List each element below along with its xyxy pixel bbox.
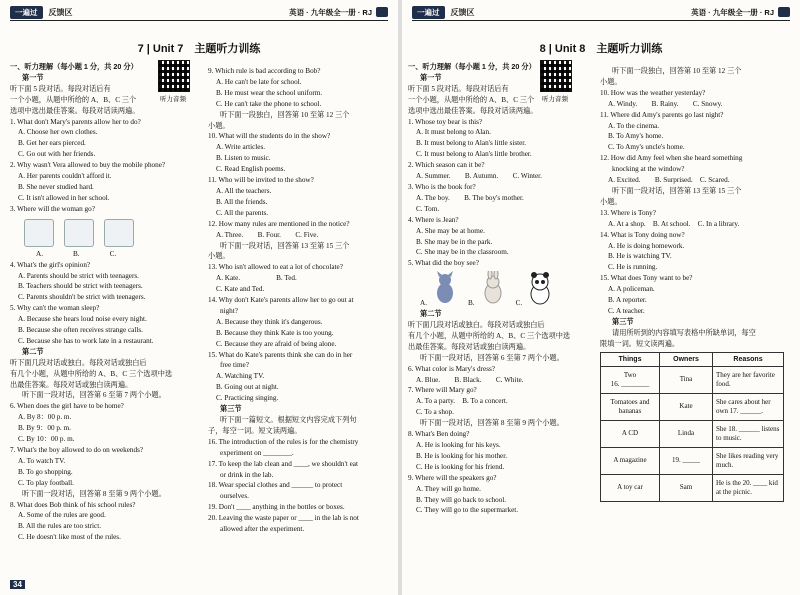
text-line: 请用所听到的内容填写表格中所缺单词，每空 (612, 328, 756, 337)
text-line: 有几个小题，从题中所给的 A、B、C 三个选项中选 (10, 369, 173, 378)
answer-option: A. Three. B. Four. C. Five. (216, 230, 319, 239)
wolf-picture-icon (430, 271, 460, 309)
text-line: knocking at the window? (612, 165, 685, 174)
answer-option: B. Get her ears pierced. (18, 139, 86, 148)
table-cell: She likes reading very much. (713, 447, 784, 474)
answer-option: B. It must belong to Alan's little sister. (416, 139, 527, 148)
text-line: night? (220, 306, 238, 315)
answer-option: C. It must belong to Alan's little brother. (416, 150, 532, 159)
option-label: A. (36, 249, 43, 258)
answer-option: B. A reporter. (608, 296, 647, 305)
answer-option: A. Choose her own clothes. (18, 128, 98, 137)
text-line: 一个小题，从题中所给的 A、B、C 三个 (10, 95, 137, 104)
question-stem: 11. Where did Amy's parents go last night? (600, 110, 724, 119)
answer-option: C. Go out with her friends. (18, 150, 96, 159)
table-row (601, 447, 784, 474)
answer-option: B. She may be in the park. (416, 237, 493, 246)
table-cell[interactable]: He is the 20. ____ kid at the picnic. (713, 474, 784, 501)
question-stem: 7. What's the boy allowed to do on weekends? (10, 446, 144, 454)
answer-option: A. A policeman. (608, 285, 655, 294)
qr-caption: 听力音频 (542, 96, 568, 103)
answer-option: B. Teachers should be strict with teenagers. (18, 282, 143, 291)
text-line: 小题。 (600, 197, 622, 206)
text-line: 听下面一段独白，回答第 10 至第 12 三个 (220, 110, 350, 119)
right-column-1 (408, 62, 600, 516)
answer-option: B. Going out at night. (216, 383, 279, 392)
table-cell: Linda (660, 420, 713, 447)
header-rule (412, 20, 790, 21)
answer-option: A. All the teachers. (216, 186, 272, 195)
table-cell: Tina (660, 366, 713, 393)
question-stem: 2. Why wasn't Vera allowed to buy the mobile phone? (10, 161, 166, 170)
brand-tag: 一遍过 (10, 6, 43, 19)
question-stem: 10. What will the students do in the show? (208, 132, 331, 141)
option-label: B. (468, 299, 475, 308)
question-stem: 13. Who isn't allowed to eat a lot of chocolate? (208, 263, 343, 272)
question-stem: 1. What don't Mary's parents allow her to do? (10, 117, 141, 126)
text-line: 一个小题，从题中所给的 A、B、C 三个 (408, 95, 535, 104)
answer-option: B. Because she often receives strange calls. (18, 326, 143, 335)
question-stem: 15. What does Tony want to be? (600, 274, 693, 283)
answer-option: C. Parents shouldn't be strict with teenagers. (18, 293, 146, 302)
answer-option: B. She never studied hard. (18, 182, 94, 191)
answer-option: A. He can't be late for school. (216, 77, 302, 86)
qr-caption: 听力音频 (160, 96, 186, 103)
option-label: B. (73, 249, 80, 258)
question-stem: 14. What is Tony doing now? (600, 230, 685, 239)
question-stem: 10. How was the weather yesterday? (600, 88, 706, 97)
question-stem: 20. Leaving the waste paper or ____ in the lab is not (208, 514, 359, 523)
answer-option: B. He is watching TV. (608, 252, 672, 261)
table-row (601, 474, 784, 501)
answer-option: A. Her parents couldn't afford it. (18, 172, 112, 181)
text-line: 听下面几段对话或独白。每段对话或独白后 (10, 358, 147, 367)
table-cell: Kate (660, 393, 713, 420)
room-picture-b (64, 219, 94, 247)
option-label: A. (420, 299, 427, 308)
right-page (402, 0, 800, 595)
table-cell[interactable]: She cares about her own 17. ______. (713, 393, 784, 420)
text-line: 限填一词。短文读两遍。 (600, 339, 680, 348)
answer-option: C. He can't take the phone to school. (216, 99, 322, 108)
table-cell[interactable]: 19. _____ (660, 447, 713, 474)
left-column-1 (10, 62, 200, 543)
answer-option: C. He doesn't like most of the rules. (18, 533, 121, 542)
answer-option: C. By 10：00 p. m. (18, 435, 75, 444)
section-heading: 一、听力理解（每小题 1 分，共 20 分） (408, 62, 536, 71)
answer-option: A. Some of the rules are good. (18, 511, 106, 520)
page-number: 34 (10, 580, 25, 589)
answer-option: C. To a shop. (416, 408, 454, 417)
question-stem: 18. Wear special clothes and ______ to protect (208, 481, 343, 490)
answer-option: A. Blue. B. Black. C. White. (416, 375, 524, 384)
answer-option: C. It isn't allowed in her school. (18, 193, 110, 202)
answer-option: C. He is looking for his friend. (416, 462, 505, 471)
answer-option: C. Kate and Ted. (216, 285, 265, 294)
option-label: C. (515, 299, 523, 308)
reasons-table (600, 352, 784, 502)
answer-option: C. She may be in the classroom. (416, 248, 509, 257)
answer-option: A. He is doing homework. (608, 241, 685, 250)
question-stem: 16. The introduction of the rules is for the chemistry (208, 437, 359, 446)
section-label: 反馈区 (450, 7, 475, 17)
question-stem: 5. What did the boy see? (408, 259, 479, 268)
answer-option: A. It must belong to Alan. (416, 128, 491, 137)
answer-option: B. He is looking for his mother. (416, 451, 508, 460)
answer-option: B. Because they think Kate is too young. (216, 328, 334, 337)
question-stem: 1. Whose toy bear is this? (408, 117, 483, 126)
question-stem: 12. How many rules are mentioned in the notice? (208, 219, 350, 228)
answer-option: B. Listen to music. (216, 154, 271, 163)
text-line: 小题。 (600, 77, 622, 86)
answer-option: C. Practicing singing. (216, 394, 279, 403)
question-stem: 9. Where will the speakers go? (408, 473, 497, 482)
page-title: 8 | Unit 8 主题听力训练 (539, 43, 663, 55)
answer-option: B. All the rules are too strict. (18, 522, 102, 531)
left-column-2 (208, 66, 390, 535)
right-column-2 (600, 66, 790, 502)
table-cell[interactable]: Two 16. ________ (601, 366, 660, 393)
answer-option: A. By 8：00 p. m. (18, 413, 72, 422)
text-line: ourselves. (220, 492, 249, 501)
text-line: 听下面一段对话，回答第 8 至第 9 两个小题。 (420, 419, 564, 428)
table-row (601, 420, 784, 447)
section-heading: 第一节 (420, 72, 442, 82)
text-line: 听下面几段对话或独白。每段对话或独白后 (408, 321, 545, 330)
question-stem: 15. What do Kate's parents think she can do in her (208, 350, 353, 359)
answer-option: C. He is running. (608, 263, 658, 272)
question-stem: 17. To keep the lab clean and ____, we shouldn't eat (208, 459, 358, 468)
question-stem: 2. Which season can it be? (408, 161, 485, 170)
book-info: 英语 · 九年级全一册 · RJ (289, 7, 372, 17)
table-cell: A toy car (601, 474, 660, 501)
table-cell[interactable]: She 18. ______ listens to music. (713, 420, 784, 447)
picture-options (24, 219, 200, 247)
answer-option: B. To go shopping. (18, 467, 73, 476)
text-line: 小题。 (208, 252, 230, 261)
book-info: 英语 · 九年级全一册 · RJ (691, 7, 774, 17)
answer-option: A. Because they think it's dangerous. (216, 317, 323, 326)
brand-tag: 一遍过 (412, 6, 445, 19)
text-line: 子，每空一词。短文读两遍。 (208, 426, 302, 435)
question-stem: 7. Where will Mary go? (408, 386, 477, 395)
question-stem: 6. When does the girl have to be home? (10, 402, 124, 411)
question-stem: 3. Who is the book for? (408, 182, 476, 191)
text-line: or drink in the lab. (220, 470, 274, 479)
room-picture-c (104, 219, 134, 247)
answer-option: C. Because she has to work late in a restaurant. (18, 336, 154, 345)
answer-option: A. To a party. B. To a concert. (416, 397, 508, 406)
answer-option: A. She may be at home. (416, 226, 485, 235)
section-heading: 第二节 (420, 309, 442, 319)
answer-option: B. By 9：00 p. m. (18, 424, 71, 433)
text-line: experiment on ________. (220, 448, 294, 457)
table-cell: They are her favorite food. (713, 366, 784, 393)
answer-option: C. Tom. (416, 204, 440, 213)
option-rabbit-picture (468, 271, 508, 309)
left-page (0, 0, 398, 595)
question-stem: 14. Why don't Kate's parents allow her to go out at (208, 296, 354, 305)
text-line: 听下面一段独白，回答第 10 至第 12 三个 (612, 67, 742, 75)
section-heading: 一、听力理解（每小题 1 分，共 20 分） (10, 62, 138, 71)
answer-option: C. A teacher. (608, 306, 645, 315)
table-header: Owners (660, 352, 713, 366)
table-cell: A CD (601, 420, 660, 447)
answer-option: B. They will go back to school. (416, 495, 507, 504)
rabbit-picture-icon (478, 271, 508, 309)
answer-option: A. They will go home. (416, 484, 481, 493)
answer-option: B. He must wear the school uniform. (216, 88, 323, 97)
animal-options (420, 271, 600, 309)
text-line: 出最佳答案。每段对话或独白读两遍。 (408, 342, 531, 351)
question-stem: 11. Who will be invited to the show? (208, 176, 314, 185)
question-stem: 8. What's Ben doing? (408, 430, 470, 439)
table-cell: Tomatoes and bananas (601, 393, 660, 420)
section-label: 反馈区 (48, 7, 73, 17)
room-picture-a (24, 219, 54, 247)
text-line: 听下面一篇短文。根据短文内容完成下列句 (220, 416, 357, 424)
question-stem: 8. What does Bob think of his school rules? (10, 500, 136, 509)
question-stem: 13. Where is Tony? (600, 208, 656, 217)
page-header (10, 6, 388, 18)
text-line: 听下面一段对话，回答第 8 至第 9 两个小题。 (22, 489, 166, 498)
question-stem: 6. What color is Mary's dress? (408, 364, 495, 373)
answer-option: A. Parents should be strict with teenagers. (18, 271, 139, 280)
answer-option: C. To play football. (18, 478, 74, 487)
answer-option: C. To Amy's uncle's home. (608, 143, 685, 152)
text-line: 听下面 5 段对话。每段对话后有 (10, 84, 111, 93)
text-line: 有几个小题，从题中所给的 A、B、C 三个选项中选 (408, 331, 571, 340)
header-rule (10, 20, 388, 21)
text-line: allowed after the experiment. (220, 525, 305, 534)
answer-option: C. They will go to the supermarket. (416, 506, 519, 515)
answer-option: A. The boy. B. The boy's mother. (416, 193, 524, 202)
answer-option: A. To the cinema. (608, 121, 660, 130)
question-stem: 4. Where is Jean? (408, 215, 459, 224)
answer-option: A. Summer. B. Autumn. C. Winter. (416, 172, 542, 181)
answer-option: A. He is looking for his keys. (416, 441, 501, 449)
answer-option: A. Because she hears loud noise every night. (18, 315, 147, 324)
text-line: 听下面一段对话，回答第 6 至第 7 两个小题。 (420, 353, 564, 362)
table-header: Things (601, 352, 660, 366)
answer-option: B. To Amy's home. (608, 132, 664, 141)
text-line: 听下面一段对话，回答第 13 至第 15 三个 (220, 241, 350, 250)
question-stem: 4. What's the girl's opinion? (10, 260, 91, 269)
text-line: 出最佳答案。每段对话或独白读两遍。 (10, 380, 133, 389)
panda-picture-icon (525, 271, 555, 309)
answer-option: A. To watch TV. (18, 456, 66, 465)
text-line: 选项中选出最佳答案。每段对话读两遍。 (408, 106, 538, 115)
answer-option: A. Excited. B. Surprised. C. Scared. (608, 176, 730, 185)
text-line: 小题。 (208, 121, 230, 130)
logo-icon (778, 7, 790, 17)
text-line: 听下面 5 段对话。每段对话后有 (408, 84, 509, 93)
section-heading: 第一节 (22, 72, 44, 82)
text-line: 听下面一段对话，回答第 6 至第 7 两个小题。 (22, 391, 166, 400)
section-heading: 第二节 (22, 346, 44, 356)
question-stem: 9. Which rule is bad according to Bob? (208, 67, 321, 75)
question-stem: 3. Where will the woman go? (10, 204, 95, 213)
page-header (412, 6, 790, 18)
text-line: 听下面一段对话，回答第 13 至第 15 三个 (612, 186, 742, 195)
question-stem: 5. Why can't the woman sleep? (10, 304, 100, 313)
option-label: C. (109, 249, 117, 258)
answer-option: A. Windy. B. Rainy. C. Snowy. (608, 99, 723, 108)
section-heading: 第三节 (220, 404, 242, 414)
section-heading: 第三节 (612, 316, 634, 326)
table-row (601, 393, 784, 420)
option-panda-picture (516, 271, 556, 309)
answer-option: C. All the parents. (216, 208, 269, 217)
logo-icon (376, 7, 388, 17)
page-title: 7 | Unit 7 主题听力训练 (137, 43, 261, 55)
answer-option: C. Because they are afraid of being alone. (216, 339, 337, 348)
answer-option: A. Kate. B. Ted. (216, 274, 297, 283)
answer-option: C. Read English poems. (216, 165, 286, 174)
question-stem: 12. How did Amy feel when she heard something (600, 154, 743, 163)
table-header: Reasons (713, 352, 784, 366)
option-wolf-picture (420, 271, 460, 309)
text-line: 选项中选出最佳答案。每段对话读两遍。 (10, 106, 140, 115)
answer-option: A. Watching TV. (216, 372, 265, 381)
answer-option: B. All the friends. (216, 197, 268, 206)
table-cell: Sam (660, 474, 713, 501)
table-row (601, 366, 784, 393)
text-line: free time? (220, 361, 249, 370)
answer-option: A. Write articles. (216, 143, 266, 152)
answer-option: A. At a shop. B. At school. C. In a library. (608, 219, 740, 228)
table-cell: A magazine (601, 447, 660, 474)
question-stem: 19. Don't ____ anything in the bottles or boxes. (208, 503, 345, 512)
picture-labels (10, 249, 200, 260)
